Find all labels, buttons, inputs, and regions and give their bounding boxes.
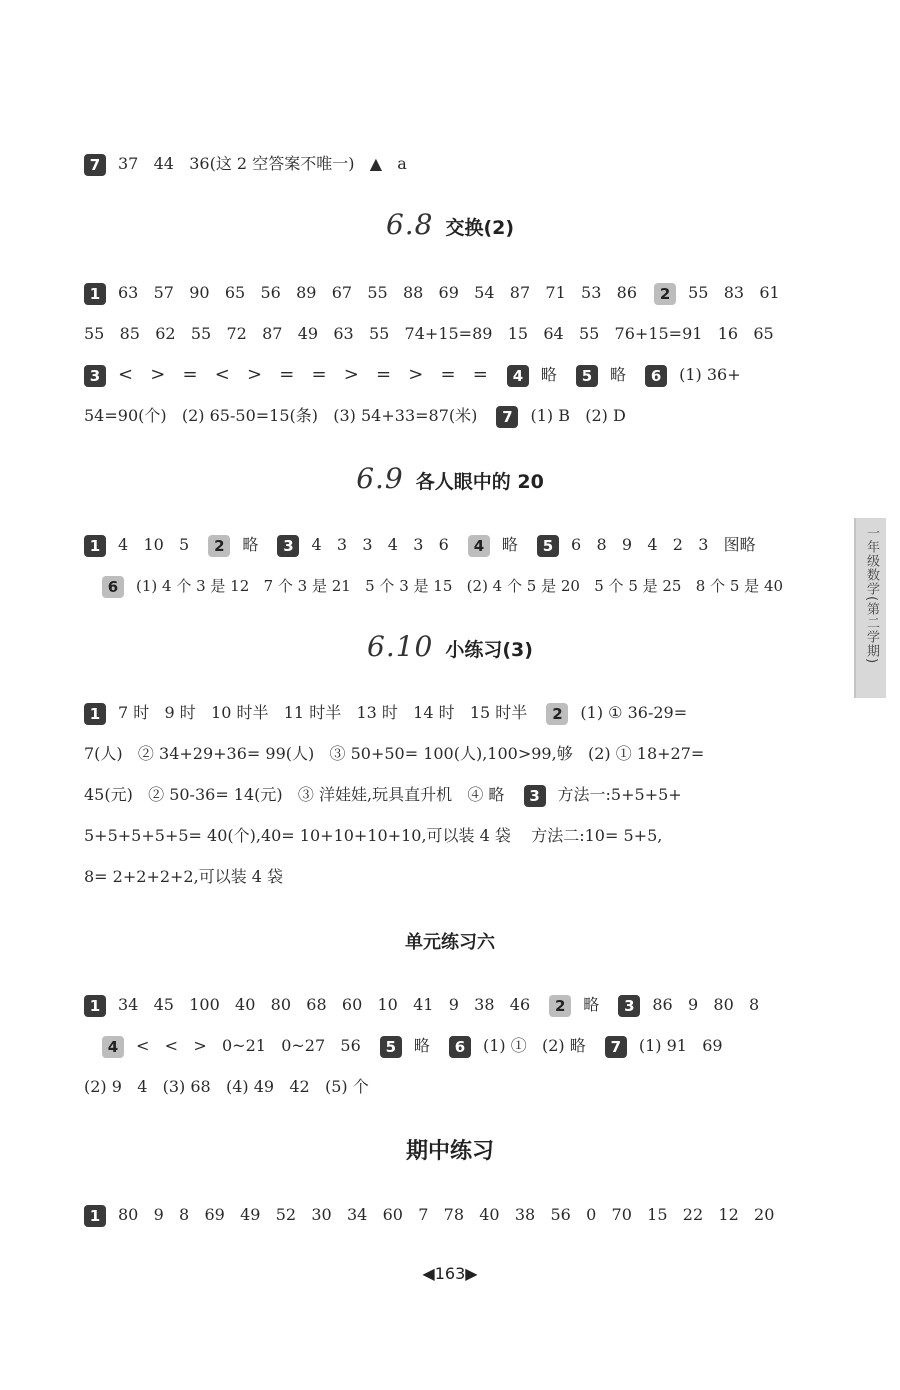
answer-line xyxy=(84,533,756,557)
answer-text: 80 9 8 69 49 52 30 34 60 7 78 40 38 56 0 70 15 22 12 20 xyxy=(118,1205,775,1224)
question-badge: 5 xyxy=(576,365,598,387)
answer-line xyxy=(84,1203,774,1227)
section-title: 期中练习 xyxy=(405,1139,494,1164)
question-badge: 6 xyxy=(645,365,667,387)
question-badge: 5 xyxy=(537,535,559,557)
question-badge: 1 xyxy=(84,535,106,557)
answer-line xyxy=(84,742,704,766)
question-badge: 1 xyxy=(84,1205,106,1227)
answer-line xyxy=(84,993,759,1017)
answer-line xyxy=(84,783,682,807)
section-number: 6.8 xyxy=(385,208,434,241)
answer-text: 63 57 90 65 56 89 67 55 88 69 54 87 71 53 86 xyxy=(118,283,637,302)
question-badge: 1 xyxy=(84,995,106,1017)
answer-text: 略 xyxy=(501,535,518,554)
answer-text: < > = < > = = > = > = = xyxy=(118,364,488,385)
question-badge: 3 xyxy=(277,535,299,557)
section-number: 6.10 xyxy=(367,630,434,663)
section-title: 单元练习六 xyxy=(405,932,495,953)
answer-line xyxy=(84,152,407,176)
section-heading xyxy=(0,928,900,954)
question-badge: 2 xyxy=(208,535,230,557)
answer-text: 8= 2+2+2+2,可以装 4 袋 xyxy=(84,867,284,886)
question-badge: 1 xyxy=(84,703,106,725)
answer-line xyxy=(84,322,774,346)
question-badge: 7 xyxy=(84,154,106,176)
answer-line xyxy=(84,1075,369,1099)
answer-text: 6 8 9 4 2 3 图略 xyxy=(571,535,756,554)
answer-text: 54=90(个) (2) 65-50=15(条) (3) 54+33=87(米) xyxy=(84,406,478,425)
answer-text: 略 xyxy=(540,365,557,384)
question-badge: 5 xyxy=(380,1036,402,1058)
question-badge: 3 xyxy=(524,785,546,807)
answer-text: 略 xyxy=(413,1036,430,1055)
answer-text: (1) 4 个 3 是 12 7 个 3 是 21 5 个 3 是 15 (2) 4 个 5 是 20 5 个 5 是 25 8 个 5 是 40 xyxy=(136,577,784,595)
answer-line xyxy=(84,363,741,387)
answer-line xyxy=(84,701,687,725)
section-title: 各人眼中的 20 xyxy=(415,471,544,493)
page-number: ◀163▶ xyxy=(422,1264,478,1283)
answer-line xyxy=(84,281,780,305)
answer-text: 略 xyxy=(583,995,600,1014)
section-heading xyxy=(0,462,900,495)
question-badge: 4 xyxy=(102,1036,124,1058)
section-title: 交换(2) xyxy=(445,217,515,239)
answer-text: 方法一:5+5+5+ xyxy=(557,785,682,804)
answer-line xyxy=(84,865,283,889)
answer-line xyxy=(84,404,626,428)
answer-text: 34 45 100 40 80 68 60 10 41 9 38 46 xyxy=(118,995,531,1014)
side-tab-label: 一年级数学(第二学期) xyxy=(864,526,879,665)
answer-text: 4 3 3 4 3 6 xyxy=(311,535,449,554)
answer-text: 37 44 36(这 2 空答案不唯一) ▲ a xyxy=(118,154,407,173)
question-badge: 6 xyxy=(449,1036,471,1058)
answer-text: 7(人) ② 34+29+36= 99(人) ③ 50+50= 100(人),100>99,够 (2) ① 18+27= xyxy=(84,744,705,763)
answer-text: (1) B (2) D xyxy=(530,406,626,425)
answer-text: (1) ① 36-29= xyxy=(580,703,688,722)
answer-text: (1) 36+ xyxy=(679,365,741,384)
question-badge: 1 xyxy=(84,283,106,305)
question-badge: 4 xyxy=(468,535,490,557)
section-heading xyxy=(0,208,900,241)
section-number: 6.9 xyxy=(356,462,404,495)
answer-text: 略 xyxy=(242,535,259,554)
question-badge: 2 xyxy=(654,283,676,305)
question-badge: 7 xyxy=(605,1036,627,1058)
answer-text: 略 xyxy=(610,365,627,384)
answer-text: (1) 91 69 xyxy=(638,1036,723,1055)
answer-text: 5+5+5+5+5= 40(个),40= 10+10+10+10,可以装 4 袋 方法二:10= 5+5, xyxy=(84,826,663,845)
section-heading xyxy=(0,1134,900,1165)
answer-line xyxy=(102,574,783,598)
answer-line xyxy=(102,1034,723,1058)
answer-text: < < > 0~21 0~27 56 xyxy=(136,1036,361,1055)
answer-text: 7 时 9 时 10 时半 11 时半 13 时 14 时 15 时半 xyxy=(118,703,528,722)
section-heading xyxy=(0,630,900,663)
answer-text: 4 10 5 xyxy=(118,535,190,554)
question-badge: 2 xyxy=(546,703,568,725)
answer-text: 55 83 61 xyxy=(688,283,780,302)
answer-text: 55 85 62 55 72 87 49 63 55 74+15=89 15 64 55 76+15=91 16 65 xyxy=(84,324,774,343)
answer-text: 86 9 80 8 xyxy=(652,995,760,1014)
answer-text: (1) ① (2) 略 xyxy=(482,1036,586,1055)
answer-text: 45(元) ② 50-36= 14(元) ③ 洋娃娃,玩具直升机 ④ 略 xyxy=(84,785,505,804)
question-badge: 2 xyxy=(549,995,571,1017)
answer-text: (2) 9 4 (3) 68 (4) 49 42 (5) 个 xyxy=(84,1077,369,1096)
question-badge: 4 xyxy=(507,365,529,387)
question-badge: 3 xyxy=(618,995,640,1017)
question-badge: 3 xyxy=(84,365,106,387)
question-badge: 6 xyxy=(102,576,124,598)
question-badge: 7 xyxy=(496,406,518,428)
section-title: 小练习(3) xyxy=(445,639,533,661)
answer-line xyxy=(84,824,662,848)
side-tab xyxy=(854,518,886,698)
